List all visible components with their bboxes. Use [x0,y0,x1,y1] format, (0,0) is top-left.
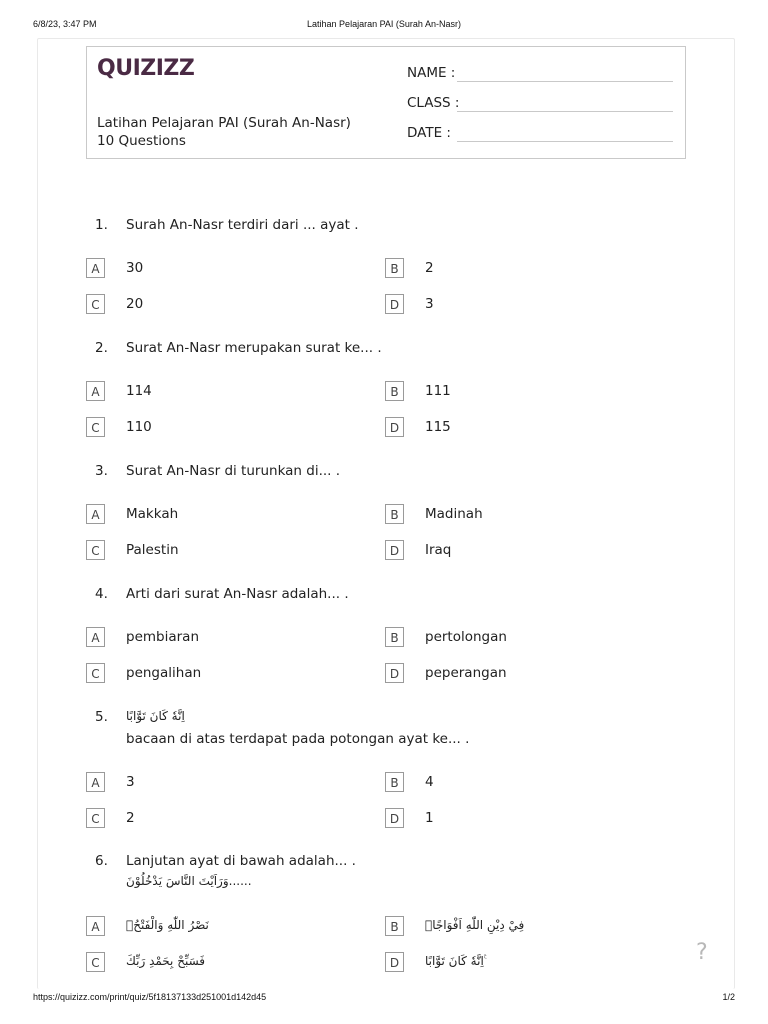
option-letter: B [385,627,404,647]
name-line [457,81,673,82]
option-c [86,952,386,974]
option-b [385,504,685,526]
option-letter: C [86,294,105,314]
option-text: pengalihan [126,665,202,681]
question-text: Surat An-Nasr di turunkan di... . [126,463,341,479]
option-letter: B [385,381,404,401]
option-b [385,381,685,403]
option-b [385,627,685,649]
option-letter: A [86,772,105,792]
option-text: 3 [126,774,135,790]
option-letter: A [86,504,105,524]
option-a [86,772,386,794]
option-text: Palestin [126,542,179,558]
option-a [86,627,386,649]
question-text: Surah An-Nasr terdiri dari ... ayat . [126,217,359,233]
worksheet-header [86,46,686,159]
option-b [385,916,685,938]
option-text: 111 [425,383,451,399]
option-d [385,808,685,830]
option-letter: C [86,417,105,437]
option-text: 3 [425,296,434,312]
print-datetime: 6/8/23, 3:47 PM [33,19,97,29]
option-text: pembiaran [126,629,199,645]
option-d [385,540,685,562]
option-text: Makkah [126,506,179,522]
option-b [385,772,685,794]
option-a [86,258,386,280]
option-letter: D [385,417,404,437]
class-label: CLASS : [407,95,460,111]
quizizz-logo: QUIZIZZ [97,56,195,81]
option-d [385,663,685,685]
option-c [86,808,386,830]
option-letter: D [385,540,404,560]
option-b [385,258,685,280]
option-arabic-text: اِنَّهٗ كَانَ تَوَّابًا ࣖ [425,954,487,968]
option-text: Madinah [425,506,483,522]
option-letter: B [385,772,404,792]
question-number: 5. [95,709,108,725]
option-text: 2 [126,810,135,826]
option-text: 4 [425,774,434,790]
option-letter: D [385,808,404,828]
option-c [86,417,386,439]
question-mark-icon[interactable]: ? [696,940,708,965]
option-letter: A [86,916,105,936]
option-a [86,381,386,403]
question-number: 3. [95,463,108,479]
option-text: peperangan [425,665,507,681]
option-letter: B [385,916,404,936]
option-letter: D [385,663,404,683]
question-number: 6. [95,853,108,869]
print-page-number: 1/2 [722,992,735,1002]
option-c [86,540,386,562]
date-label: DATE : [407,125,451,141]
name-label: NAME : [407,65,456,81]
option-d [385,952,685,974]
option-arabic-text: فَسَبِّحْ بِحَمْدِ رَبِّكَ [126,954,206,968]
option-d [385,417,685,439]
option-text: Iraq [425,542,452,558]
option-text: 1 [425,810,434,826]
option-letter: C [86,540,105,560]
worksheet-page [37,38,735,989]
option-letter: C [86,952,105,972]
question-arabic-text: اِنَّهٗ كَانَ تَوَّابًا [126,709,185,723]
date-line [457,141,673,142]
question-text: Arti dari surat An-Nasr adalah... . [126,586,349,602]
quiz-title: Latihan Pelajaran PAI (Surah An-Nasr) [97,115,351,131]
question-count: 10 Questions [97,133,186,149]
print-url: https://quizizz.com/print/quiz/5f18137133d251001d142d45 [33,992,267,1002]
option-letter: B [385,258,404,278]
option-a [86,504,386,526]
option-letter: A [86,627,105,647]
option-c [86,294,386,316]
class-line [457,111,673,112]
option-arabic-text: فِيْ دِيْنِ اللّٰهِ اَفْوَاجًاۙ [425,918,525,932]
option-text: 115 [425,419,451,435]
option-arabic-text: نَصْرُ اللّٰهِ وَالْفَتْحُۙ [126,918,209,932]
question-number: 4. [95,586,108,602]
question-arabic-text: وَرَاَيْتَ النَّاسَ يَدْخُلُوْنَ...... [126,874,252,888]
question-text: Surat An-Nasr merupakan surat ke... . [126,340,382,356]
option-text: 114 [126,383,152,399]
option-a [86,916,386,938]
option-letter: C [86,808,105,828]
option-text: 20 [126,296,144,312]
option-letter: C [86,663,105,683]
question-number: 2. [95,340,108,356]
option-letter: A [86,258,105,278]
question-text: Lanjutan ayat di bawah adalah... . [126,853,356,869]
option-d [385,294,685,316]
print-page-title: Latihan Pelajaran PAI (Surah An-Nasr) [307,19,461,29]
question-text: bacaan di atas terdapat pada potongan ayat ke... . [126,731,470,747]
option-text: 110 [126,419,152,435]
option-letter: B [385,504,404,524]
question-number: 1. [95,217,108,233]
option-letter: D [385,294,404,314]
option-text: 2 [425,260,434,276]
option-c [86,663,386,685]
option-letter: D [385,952,404,972]
option-text: pertolongan [425,629,507,645]
option-letter: A [86,381,105,401]
option-text: 30 [126,260,144,276]
